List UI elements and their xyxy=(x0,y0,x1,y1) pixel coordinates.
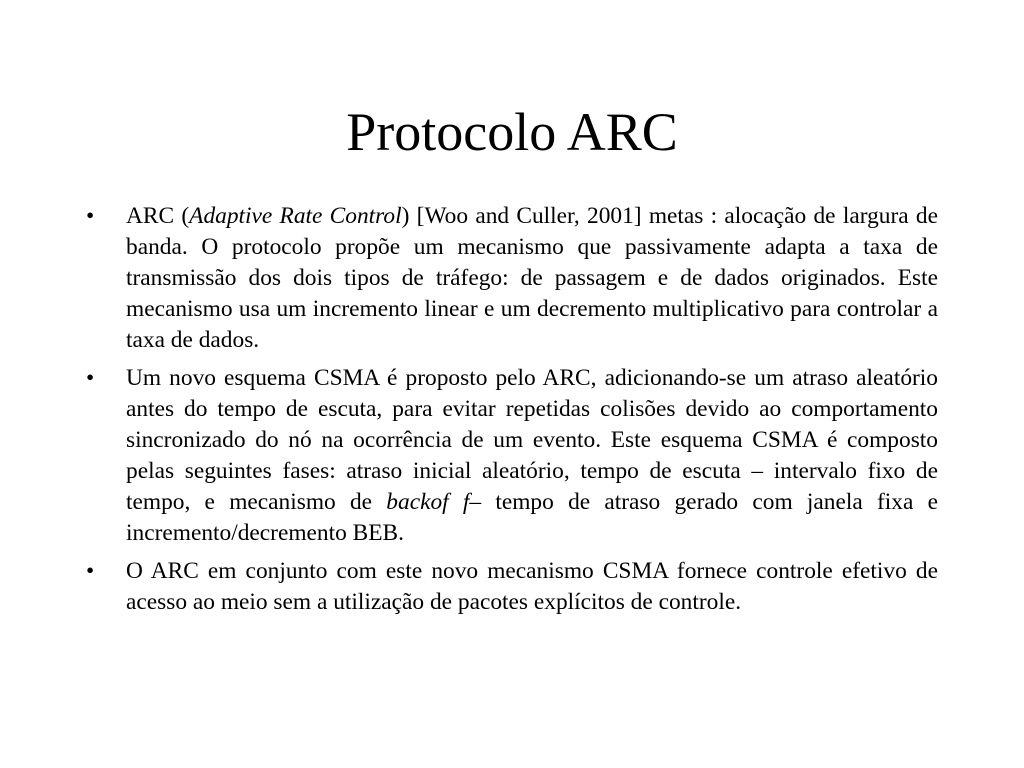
bullet-text: ) [Woo and Culler, 2001] metas : alocação de largura de banda. O protocolo propõe um mecanismo que passivamente adapta a taxa de transmissão dos dois tipos de tráfego: de passagem e de dados originados. Este mecanismo usa um incremento linear e um decremento multiplicativo para controlar a taxa de dados. xyxy=(126,203,938,353)
bullet-text: – tempo de atraso gerado com janela fixa e incremento/decremento BEB. xyxy=(126,489,938,546)
bullet-item-arc-definition xyxy=(86,201,938,356)
bullet-text: Um novo esquema CSMA é proposto pelo ARC, adicionando-se um atraso aleatório antes do tempo de escuta, para evitar repetidas colisões devido ao comportamento sincronizado do nó na ocorrência de um evento. Este esquema CSMA é composto pelas seguintes fases: atraso inicial aleatório, tempo de escuta – intervalo fixo de tempo, e mecanismo de xyxy=(126,365,938,515)
bullet-icon: • xyxy=(86,203,95,229)
bullet-text-italic: backof f xyxy=(386,489,470,515)
bullet-item-csma-scheme xyxy=(86,363,938,549)
slide-title: Protocolo ARC xyxy=(346,102,678,162)
bullet-icon: • xyxy=(86,558,95,584)
bullet-text-italic: Adaptive Rate Control xyxy=(189,203,402,229)
bullet-icon: • xyxy=(86,365,95,391)
bullet-text: O ARC em conjunto com este novo mecanismo CSMA fornece controle efetivo de acesso ao meio sem a utilização de pacotes explícitos de controle. xyxy=(126,558,938,615)
bullet-list xyxy=(86,201,938,625)
bullet-text: ARC ( xyxy=(126,203,190,229)
bullet-item-arc-control xyxy=(86,556,938,618)
